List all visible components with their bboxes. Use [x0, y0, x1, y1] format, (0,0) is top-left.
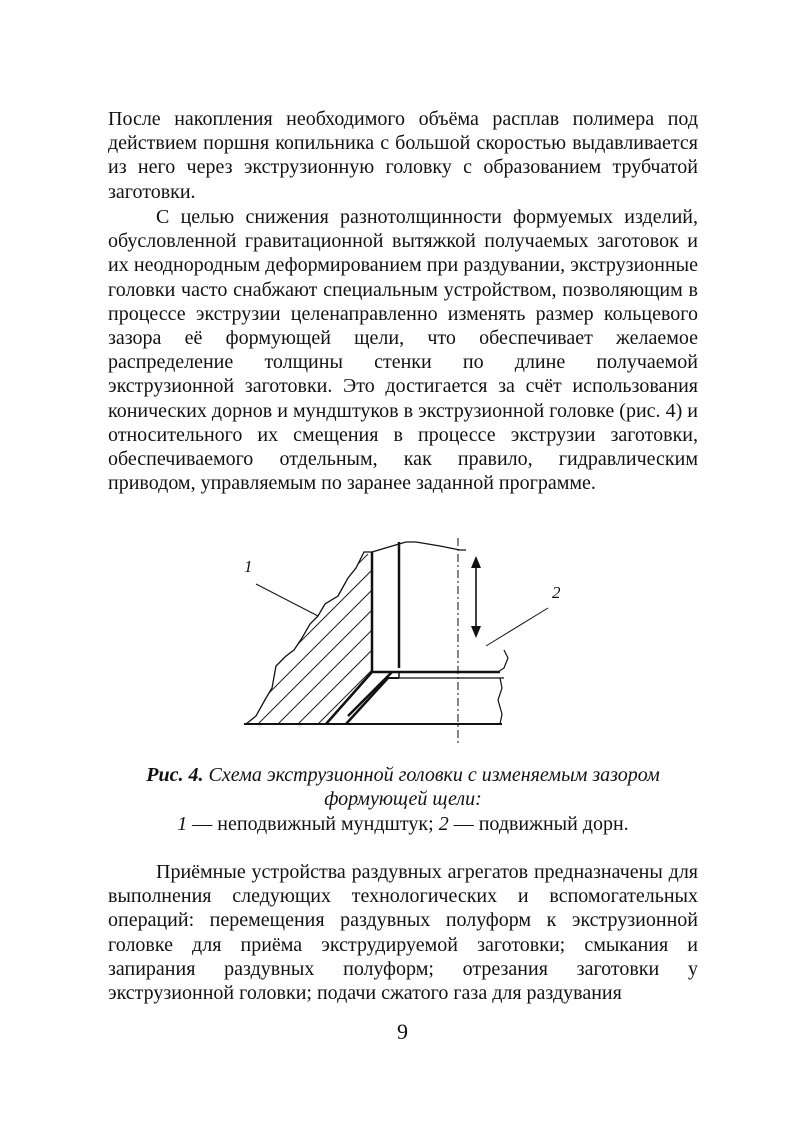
mandrel-top-outline — [399, 542, 466, 550]
legend-text-2: — подвижный дорн. — [448, 813, 629, 835]
caption-lead: Рис. 4. — [146, 764, 204, 786]
figure-legend — [108, 812, 698, 836]
legend-text-1: — неподвижный мундштук; — [187, 813, 439, 835]
figure-label-2: 2 — [552, 583, 561, 602]
legend-num-1: 1 — [177, 813, 188, 835]
legend-num-2: 2 — [438, 813, 449, 835]
mandrel-right-outline — [498, 650, 508, 672]
figure-label-1: 1 — [244, 557, 253, 576]
fixed-die-outline — [246, 552, 372, 724]
figure-caption — [108, 763, 698, 811]
paragraph-2: С целью снижения разнотолщинности формуемых изделий, обусловленной гравитационной вытяжкой получаемых заготовок и их неоднородным деформированием при раздувании, экструзионные головки часто снабжают специальным устройством, позволяющим в процессе экструзии целенаправленно изменять размер кольцевого зазора её формующей щели, что обеспечивает желаемое распределение толщины стенки по длине получаемой экструзионной заготовки. Это достигается за счёт использования конических дорнов и мундштуков в экструзионной головке (рис. 4) и относительного их смещения в процессе экструзии заготовки, обеспечиваемого отдельным, как правило, гидравлическим приводом, управляемым по заранее заданной программе. — [108, 206, 698, 495]
leader-line-2 — [486, 608, 548, 646]
paragraph-1: После накопления необходимого объёма расплав полимера под действием поршня копильника с большой скоростью выдавливается из него через экструзионную головку с образованием трубчатой заготовки. — [108, 108, 698, 203]
figure-extrusion-head-diagram — [228, 538, 568, 748]
caption-title-line2: формующей щели: — [324, 788, 482, 810]
paragraph-3: Приёмные устройства раздувных агрегатов предназначены для выполнения следующих технологических и вспомогательных операций: перемещения раздувных полуформ к экструзионной головке для приёма экструдируемой заготовки; смыкания и запирания раздувных полуформ; отрезания заготовки у экструзионной головки; подачи сжатого газа для раздувания — [108, 861, 698, 1005]
fixed-die-hatch — [228, 554, 508, 734]
movement-arrow-icon — [471, 556, 481, 638]
page-number: 9 — [397, 1019, 408, 1044]
caption-title-line1: Схема экструзионной головки с изменяемым зазором — [208, 764, 660, 786]
leader-line-1 — [256, 584, 318, 616]
